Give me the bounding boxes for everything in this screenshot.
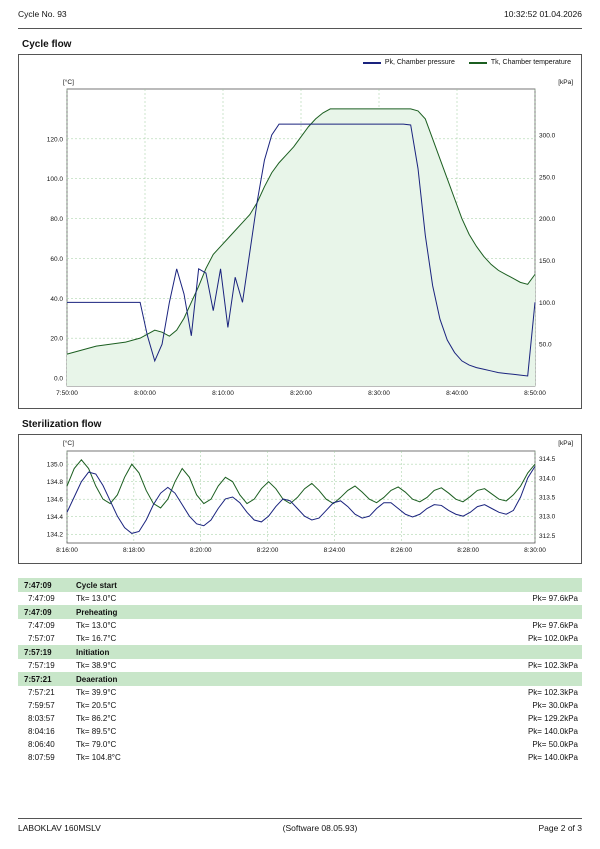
chart-legend	[363, 59, 571, 66]
svg-text:40.0: 40.0	[50, 295, 63, 303]
svg-text:134.8: 134.8	[46, 479, 63, 487]
svg-text:313.0: 313.0	[539, 513, 556, 521]
svg-text:314.0: 314.0	[539, 475, 556, 483]
svg-text:134.4: 134.4	[46, 514, 63, 522]
page-number: Page 2 of 3	[538, 823, 582, 833]
event-pressure: Pk= 140.0kPa	[527, 727, 578, 736]
event-pressure: Pk= 50.0kPa	[532, 740, 578, 749]
event-pressure: Pk= 30.0kPa	[532, 701, 578, 710]
event-group-header	[18, 578, 582, 592]
svg-text:134.6: 134.6	[46, 496, 63, 504]
device-name: LABOKLAV 160MSLV	[18, 823, 101, 833]
svg-text:8:10:00: 8:10:00	[212, 390, 234, 397]
svg-text:8:28:00: 8:28:00	[457, 547, 479, 554]
event-time: 8:06:40	[28, 740, 55, 749]
svg-text:300.0: 300.0	[539, 132, 556, 140]
event-pressure: Pk= 102.0kPa	[527, 634, 578, 643]
svg-text:150.0: 150.0	[539, 258, 556, 266]
svg-text:120.0: 120.0	[46, 136, 63, 144]
event-time: 8:07:59	[28, 753, 55, 762]
event-pressure: Pk= 102.3kPa	[527, 661, 578, 670]
event-group-label: Initiation	[76, 647, 110, 657]
event-row	[18, 738, 582, 751]
svg-text:8:22:00: 8:22:00	[256, 547, 279, 554]
ster-left-axis-unit: [°C]	[63, 440, 74, 447]
svg-text:312.5: 312.5	[539, 532, 556, 540]
event-temperature: Tk= 104.8°C	[76, 753, 121, 762]
svg-text:100.0: 100.0	[539, 299, 556, 307]
svg-text:100.0: 100.0	[46, 176, 63, 184]
event-row	[18, 592, 582, 605]
event-group-label: Preheating	[76, 607, 118, 617]
legend-label-temperature: Tk, Chamber temperature	[490, 59, 571, 66]
svg-text:8:40:00: 8:40:00	[446, 390, 468, 397]
event-time: 7:47:09	[28, 594, 55, 603]
legend-item-pressure	[363, 59, 455, 66]
page-footer	[18, 818, 582, 833]
event-row	[18, 659, 582, 672]
event-row	[18, 725, 582, 738]
svg-text:7:50:00: 7:50:00	[56, 390, 78, 397]
event-time: 7:57:07	[28, 634, 55, 643]
svg-text:8:30:00: 8:30:00	[524, 547, 546, 554]
legend-swatch-temperature	[469, 62, 487, 64]
sterilization-flow-chart	[18, 434, 582, 564]
ster-right-axis-unit: [kPa]	[558, 440, 573, 447]
event-temperature: Tk= 13.0°C	[76, 594, 117, 603]
event-group-label: Deaeration	[76, 674, 118, 684]
cycle-flow-title: Cycle flow	[22, 39, 72, 50]
event-time: 7:57:21	[28, 688, 55, 697]
event-time: 8:04:16	[28, 727, 55, 736]
svg-text:8:24:00: 8:24:00	[323, 547, 346, 554]
cycle-number-label: Cycle No. 93	[18, 9, 67, 19]
event-group-header	[18, 672, 582, 686]
event-temperature: Tk= 79.0°C	[76, 740, 117, 749]
cycle-right-axis-unit: [kPa]	[558, 79, 573, 86]
event-time: 7:47:09	[28, 621, 55, 630]
svg-text:314.5: 314.5	[539, 456, 556, 464]
sterilization-flow-title: Sterilization flow	[22, 419, 102, 430]
event-temperature: Tk= 89.5°C	[76, 727, 117, 736]
event-group-time: 7:47:09	[24, 580, 52, 590]
event-row	[18, 751, 582, 764]
svg-text:80.0: 80.0	[50, 216, 63, 224]
event-log	[18, 578, 582, 764]
svg-text:200.0: 200.0	[539, 216, 556, 224]
event-group-header	[18, 645, 582, 659]
event-row	[18, 686, 582, 699]
svg-text:8:20:00: 8:20:00	[290, 390, 312, 397]
event-temperature: Tk= 38.9°C	[76, 661, 117, 670]
event-row	[18, 712, 582, 725]
legend-label-pressure: Pk, Chamber pressure	[384, 59, 455, 66]
cycle-flow-plot	[19, 55, 581, 410]
svg-text:50.0: 50.0	[539, 341, 552, 349]
event-row	[18, 619, 582, 632]
svg-text:250.0: 250.0	[539, 174, 556, 182]
svg-text:20.0: 20.0	[50, 335, 63, 343]
event-temperature: Tk= 86.2°C	[76, 714, 117, 723]
svg-text:8:50:00: 8:50:00	[524, 390, 546, 397]
event-group-time: 7:57:21	[24, 674, 52, 684]
svg-text:8:30:00: 8:30:00	[368, 390, 390, 397]
event-time: 8:03:57	[28, 714, 55, 723]
page-header	[18, 0, 582, 29]
svg-text:8:18:00: 8:18:00	[123, 547, 145, 554]
event-pressure: Pk= 140.0kPa	[527, 753, 578, 762]
event-temperature: Tk= 13.0°C	[76, 621, 117, 630]
svg-text:313.5: 313.5	[539, 494, 556, 502]
legend-item-temperature	[469, 59, 571, 66]
event-temperature: Tk= 16.7°C	[76, 634, 117, 643]
svg-text:8:26:00: 8:26:00	[390, 547, 413, 554]
software-version: (Software 08.05.93)	[282, 823, 358, 833]
event-pressure: Pk= 129.2kPa	[527, 714, 578, 723]
event-pressure: Pk= 97.6kPa	[532, 621, 578, 630]
svg-text:134.2: 134.2	[46, 531, 63, 539]
event-group-time: 7:47:09	[24, 607, 52, 617]
report-timestamp: 10:32:52 01.04.2026	[504, 9, 582, 19]
svg-text:8:00:00: 8:00:00	[134, 390, 156, 397]
event-group-header	[18, 605, 582, 619]
svg-text:8:20:00: 8:20:00	[189, 547, 212, 554]
cycle-flow-chart	[18, 54, 582, 409]
sterilization-flow-plot	[19, 435, 581, 565]
svg-text:60.0: 60.0	[50, 255, 63, 263]
event-row	[18, 632, 582, 645]
event-pressure: Pk= 97.6kPa	[532, 594, 578, 603]
event-temperature: Tk= 20.5°C	[76, 701, 117, 710]
event-time: 7:59:57	[28, 701, 55, 710]
svg-text:0.0: 0.0	[53, 375, 63, 383]
event-group-time: 7:57:19	[24, 647, 52, 657]
event-pressure: Pk= 102.3kPa	[527, 688, 578, 697]
event-time: 7:57:19	[28, 661, 55, 670]
event-group-label: Cycle start	[76, 580, 117, 590]
svg-text:135.0: 135.0	[46, 461, 63, 469]
cycle-left-axis-unit: [°C]	[63, 79, 74, 86]
event-temperature: Tk= 39.9°C	[76, 688, 117, 697]
event-row	[18, 699, 582, 712]
svg-text:8:16:00: 8:16:00	[56, 547, 78, 554]
legend-swatch-pressure	[363, 62, 381, 64]
